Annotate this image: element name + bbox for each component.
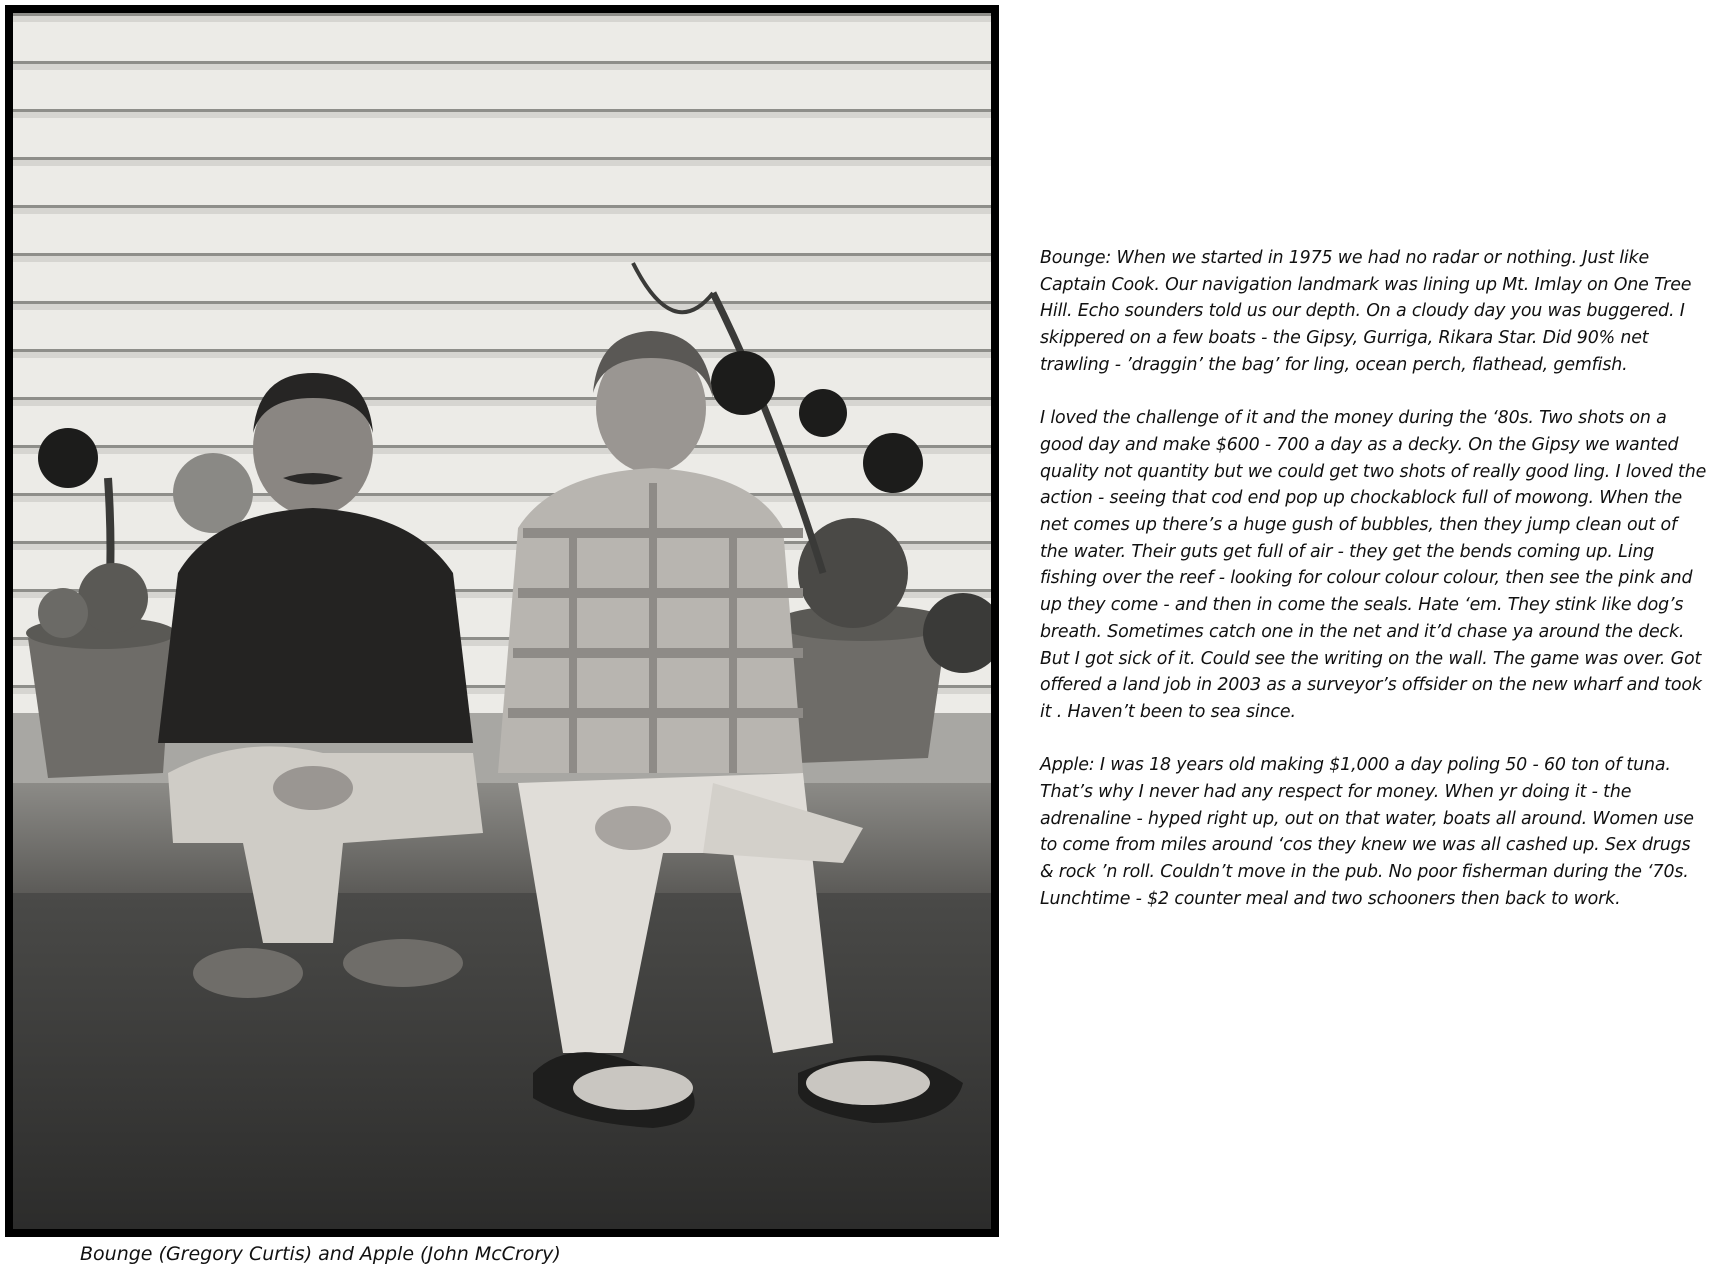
paragraph-apple: Apple: I was 18 years old making $1,000 a day poling 50 - 60 ton of tuna. That’s why I never had any respect for money. When yr doing it - the adrenaline - hyped right up, out on that water, boats all around. Women use to come from miles around ‘cos they knew we was all cashed up. Sex drugs & rock ’n roll. Couldn’t move in the pub. No poor fisherman during the ‘70s. Lunchtime - $2 counter meal and two schooners then back to work. (1040, 755, 1694, 909)
photo-caption: Bounge (Gregory Curtis) and Apple (John McCrory) (80, 1243, 561, 1265)
paragraph-bounge-2: I loved the challenge of it and the money during the ‘80s. Two shots on a good day and make $600 - 700 a day as a decky. On the Gipsy we wanted quality not quantity but we could get two shots of really good ling. I loved the action - seeing that cod end pop up chockablock full of mowong. When the net comes up there’s a huge gush of bubbles, then they jump clean out of the water. Their guts get full of air - they get the bends coming up. Ling fishing over the reef - looking for colour colour colour, then see the pink and up they come - and then in come the seals. Hate ‘em. They stink like dog’s breath. Sometimes catch one in the net and it’d chase ya around the deck. But I got sick of it. Could see the writing on the wall. The game was over. Got offered a land job in 2003 as a surveyor’s offsider on the new wharf and took it . Haven’t been to sea since. (1040, 408, 1707, 722)
photograph-illustration (13, 13, 991, 1229)
photograph (13, 13, 991, 1229)
story-text (1040, 245, 1708, 939)
photo-frame (5, 5, 999, 1237)
paragraph-bounge-1: Bounge: When we started in 1975 we had no radar or nothing. Just like Captain Cook. Our navigation landmark was lining up Mt. Imlay on One Tree Hill. Echo sounders told us our depth. On a cloudy day you was buggered. I skippered on a few boats - the Gipsy, Gurriga, Rikara Star. Did 90% net trawling - ’draggin’ the bag’ for ling, ocean perch, flathead, gemfish. (1040, 248, 1692, 375)
